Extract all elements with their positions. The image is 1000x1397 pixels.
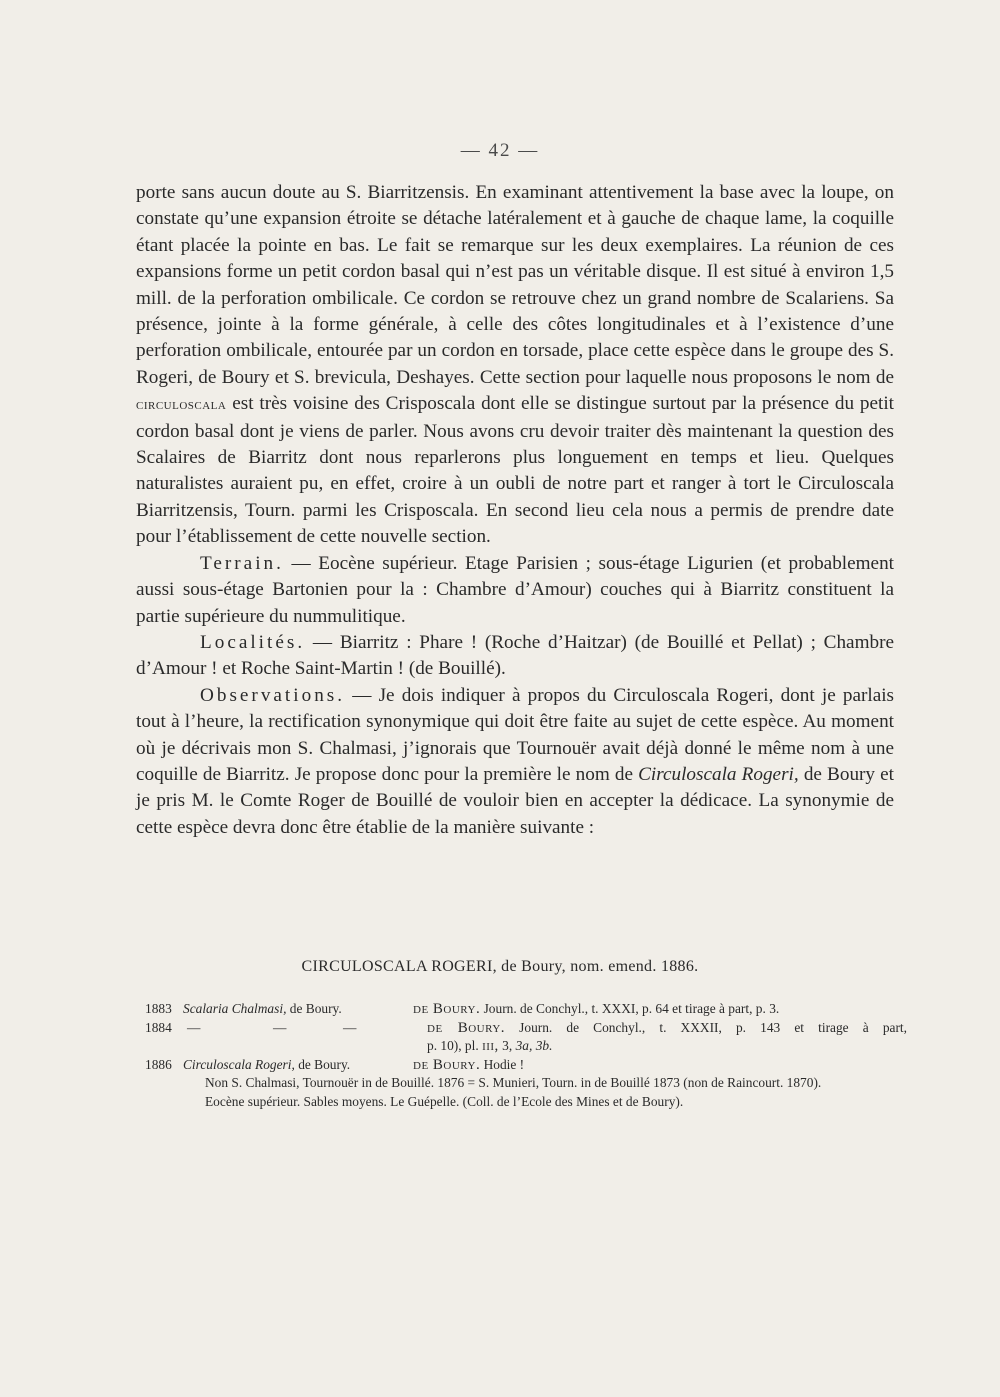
body-text — [136, 180, 894, 841]
synonymy-name — [183, 1056, 350, 1075]
terrain-label: Terrain. — [200, 552, 284, 574]
synonymy-year: 1886 — [145, 1056, 172, 1072]
paragraph-text: porte sans aucun doute au S. Biarritzensis. En examinant attentivement la base avec la loupe, on constate qu’une expansion étroite se détache latéralement et à gauche de chaque lame, la coquille étant placée la pointe en bas. Le fait se remarque sur les deux exemplaires. La réunion de ces expansions forme un petit cordon basal qui n’est pas un véritable disque. Il est situé à environ 1,5 mill. de la perforation ombilicale. Ce cordon se retrouve chez un grand nombre de Scalariens. Sa présence, jointe à la forme générale, à celle des côtes longitudinales et à l’existence d’une perforation ombilicale, entourée par un cordon en torsade, place cette espèce dans le groupe des S. Rogeri, de Boury et S. brevicula, Deshayes. Cette section pour laquelle nous proposons le nom de — [136, 182, 894, 388]
localites-text: — Biarritz : Phare ! (Roche d’Haitzar) (de Bouillé et Pellat) ; Chambre d’Amour ! et Roche Saint-Martin ! (de Bouillé). — [136, 631, 895, 680]
synonymy-row — [145, 1019, 907, 1038]
synonymy-dash: — — [273, 1019, 287, 1035]
paragraph-continuation — [136, 180, 894, 551]
observations-text: — Je dois indiquer à propos du Circuloscala Rogeri, dont je parlais tout à l’heure, la rectification synonymique qui doit être faite au sujet de cette espèce. Au moment où je décrivais mon S. Chalmasi, j’ignorais que Tournouër avait déjà donné le même nom à une coquille de Biarritz. Je propose donc pour la première le nom de — [136, 684, 895, 785]
section-name: circuloscala — [136, 397, 227, 414]
page-number: — 42 — — [460, 140, 540, 161]
synonymy-ref-text: p. 10), pl. — [427, 1038, 479, 1054]
species-name: Circuloscala Rogeri, — [638, 763, 799, 785]
paragraph-localites — [136, 630, 894, 683]
species-heading: CIRCULOSCALA ROGERI, de Boury, nom. emend. 1886. — [301, 958, 699, 975]
localites-label: Localités. — [200, 631, 306, 653]
locality-note: Eocène supérieur. Sables moyens. Le Guépelle. (Coll. de l’Ecole des Mines et de Boury). — [205, 1093, 684, 1109]
synonymy-row — [145, 1000, 907, 1019]
synonymy-name — [183, 1000, 342, 1019]
paragraph-text-end: est très voisine des Crisposcala dont elle se distingue surtout par la présence du petit cordon basal dont je viens de parler. Nous avons cru devoir traiter dès maintenant la question des Scalaires de Biarritz dont nous reparlerons plus longuement en temps et lieu. Quelques naturalistes auraient pu, en effet, croire à un oubli de notre part et ranger à tort le Circuloscala Biarritzensis, Tourn. parmi les Crisposcala. En second lieu cela nous a permis de prendre date pour l’établissement de cette nouvelle section. — [136, 393, 895, 548]
synonymy-name-italic: Scalaria Chalmasi, — [183, 1001, 287, 1016]
synonymy-reference — [413, 1056, 524, 1075]
synonymy-ref-author: de Boury. — [427, 1019, 506, 1036]
synonymy-list — [145, 1000, 907, 1112]
observations-text-end: de Boury et je pris M. le Comte Roger de Bouillé de vouloir bien en accepter la dédicace. La synonymie de cette espèce devra donc être établie de la manière suivante : — [136, 763, 894, 838]
terrain-text: — Eocène supérieur. Etage Parisien ; sous-étage Ligurien (et probablement aussi sous-étage Bartonien pour la : Chambre d’Amour) couches qui à Biarritz constituent la partie supérieure du nummulitique. — [136, 552, 895, 627]
synonymy-name-italic: Circuloscala Rogeri, — [183, 1056, 295, 1072]
synonymy-ref-author: de Boury. — [413, 1001, 481, 1017]
synonymy-reference-continuation — [427, 1037, 552, 1056]
synonymy-figure: 3, — [502, 1038, 513, 1054]
observations-label: Observations. — [200, 684, 346, 706]
synonymy-reference — [413, 1000, 779, 1019]
synonymy-author: de Boury. — [298, 1056, 351, 1072]
synonymy-row-continuation — [145, 1037, 907, 1056]
synonymy-year: 1884 — [145, 1019, 172, 1035]
synonymy-ref-text: Hodie ! — [483, 1056, 525, 1072]
synonymy-year: 1883 — [145, 1001, 172, 1016]
synonymy-ref-text: Journ. de Conchyl., t. XXXII, p. 143 et tirage à part, — [519, 1019, 907, 1035]
synonymy-note: Non S. Chalmasi, Tournouër in de Bouillé. 1876 = S. Munieri, Tourn. in de Bouillé 1873 (non de Raincourt. 1870). — [205, 1075, 822, 1091]
synonymy-reference — [427, 1019, 907, 1038]
synonymy-plate: iii, — [482, 1038, 499, 1055]
paragraph-observations — [136, 683, 894, 841]
synonymy-dash: — — [343, 1019, 357, 1035]
paragraph-terrain — [136, 551, 894, 630]
synonymy-figure: 3a, — [515, 1038, 533, 1054]
synonymy-author: de Boury. — [289, 1001, 342, 1016]
synonymy-dash: — — [187, 1019, 201, 1035]
synonymy-ref-text: Journ. de Conchyl., t. XXXI, p. 64 et tirage à part, p. 3. — [483, 1001, 780, 1016]
synonymy-ref-author: de Boury. — [413, 1056, 481, 1073]
synonymy-row — [145, 1056, 907, 1075]
synonymy-figure: 3b. — [535, 1038, 553, 1054]
